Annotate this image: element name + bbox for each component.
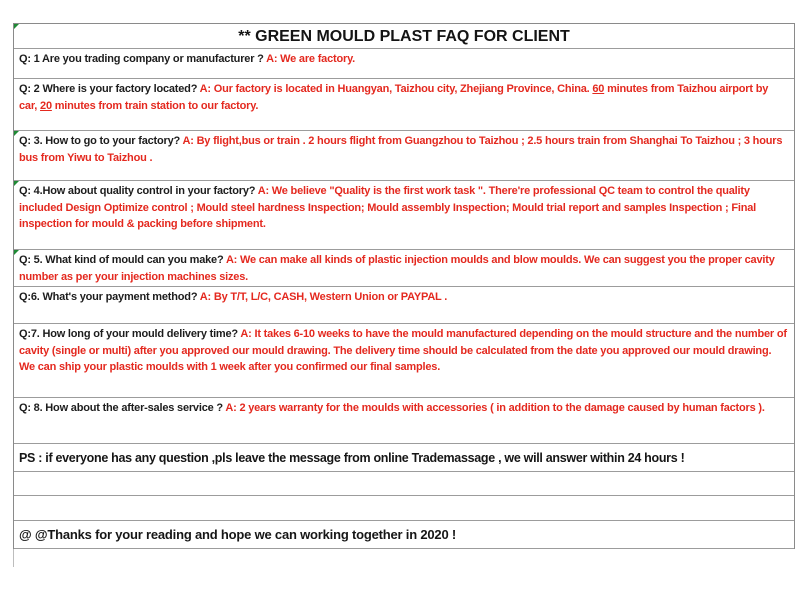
answer-text: A: We believe "Quality is the first work task ". There're professional QC team to control the quality included Design Optimize control ; Mould steel hardness Inspection; Mould assembly Inspection; Mould trial report and samples Inspection ; Final inspection for mould & packing before shipment. [19, 185, 757, 230]
faq-row-q3 [14, 131, 794, 181]
faq-row-q5 [14, 250, 794, 287]
faq-row-q2 [14, 79, 794, 131]
answer-text: A: Our factory is located in Huangyan, Taizhou city, Zhejiang Province, China. [199, 83, 593, 95]
qa-text [19, 81, 789, 114]
qa-text [19, 51, 789, 68]
faq-row-q7 [14, 324, 794, 398]
qa-text [19, 252, 789, 285]
faq-row-empty1 [14, 472, 794, 496]
answer-text: minutes from train station to our factory. [51, 99, 259, 112]
faq-row-thanks [14, 521, 794, 549]
question-text: Q: 8. How about the after-sales service ? [19, 402, 226, 414]
cell-comment-triangle-icon [14, 181, 19, 186]
answer-text: A: We can make all kinds of plastic injection moulds and blow moulds. We can suggest you the proper cavity number as per your injection machines sizes. [19, 254, 775, 283]
qa-text [19, 289, 789, 306]
thanks-text: @ @Thanks for your reading and hope we can working together in 2020 ! [19, 527, 457, 542]
question-text: Q:6. What's your payment method? [19, 291, 200, 303]
answer-text: A: We are factory. [266, 53, 356, 65]
faq-row-q6 [14, 287, 794, 324]
question-text: Q:7. How long of your mould delivery time? [19, 328, 241, 340]
cell-comment-triangle-icon [14, 250, 19, 255]
answer-text: 60 [592, 83, 605, 95]
answer-text: 20 [40, 99, 52, 112]
faq-row-ps [14, 444, 794, 472]
answer-text: A: It takes 6-10 weeks to have the mould manufactured depending on the mould structure and the number of cavity (single or multi) after you approved our mould drawing. The delivery time should be calculated from the date you approved our mould drawing. We can ship your plastic moulds with 1 week after you confirmed our final samples. [19, 328, 787, 373]
cell-comment-triangle-icon [14, 24, 19, 29]
question-text: Q: 5. What kind of mould can you make? [19, 254, 226, 266]
cell-comment-triangle-icon [14, 131, 19, 136]
question-text: Q: 1 Are you trading company or manufacturer ? [19, 53, 267, 65]
title-text: ** GREEN MOULD PLAST FAQ FOR CLIENT [238, 28, 570, 45]
ps-text: PS : if everyone has any question ,pls leave the message from online Trademassage , we will answer within 24 hours ! [19, 451, 685, 465]
qa-text [19, 400, 789, 417]
question-text: Q: 4.How about quality control in your factory? [19, 185, 258, 197]
faq-row-q1 [14, 49, 794, 79]
qa-text [19, 133, 789, 166]
question-text: Q: 3. How to go to your factory? [19, 135, 183, 147]
faq-row-empty2 [14, 496, 794, 521]
faq-row-q8 [14, 398, 794, 444]
answer-text: A: By T/T, L/C, CASH, Western Union or PAYPAL . [199, 291, 448, 303]
table-edge-stub [13, 549, 14, 567]
qa-text [19, 183, 789, 233]
answer-text: A: By flight,bus or train . 2 hours flight from Guangzhou to Taizhou ; 2.5 hours train from Shanghai To Taizhou ; 3 hours bus from Yiwu to Taizhou . [19, 135, 783, 164]
answer-text: A: 2 years warranty for the moulds with accessories ( in addition to the damage caused by human factors ). [225, 402, 765, 414]
question-text: Q: 2 Where is your factory located? [19, 83, 200, 95]
answer-text: minutes from Taizhou airport by car, [19, 83, 769, 112]
faq-row-title [14, 24, 794, 49]
faq-row-q4 [14, 181, 794, 250]
faq-table [13, 23, 795, 549]
qa-text [19, 326, 789, 376]
